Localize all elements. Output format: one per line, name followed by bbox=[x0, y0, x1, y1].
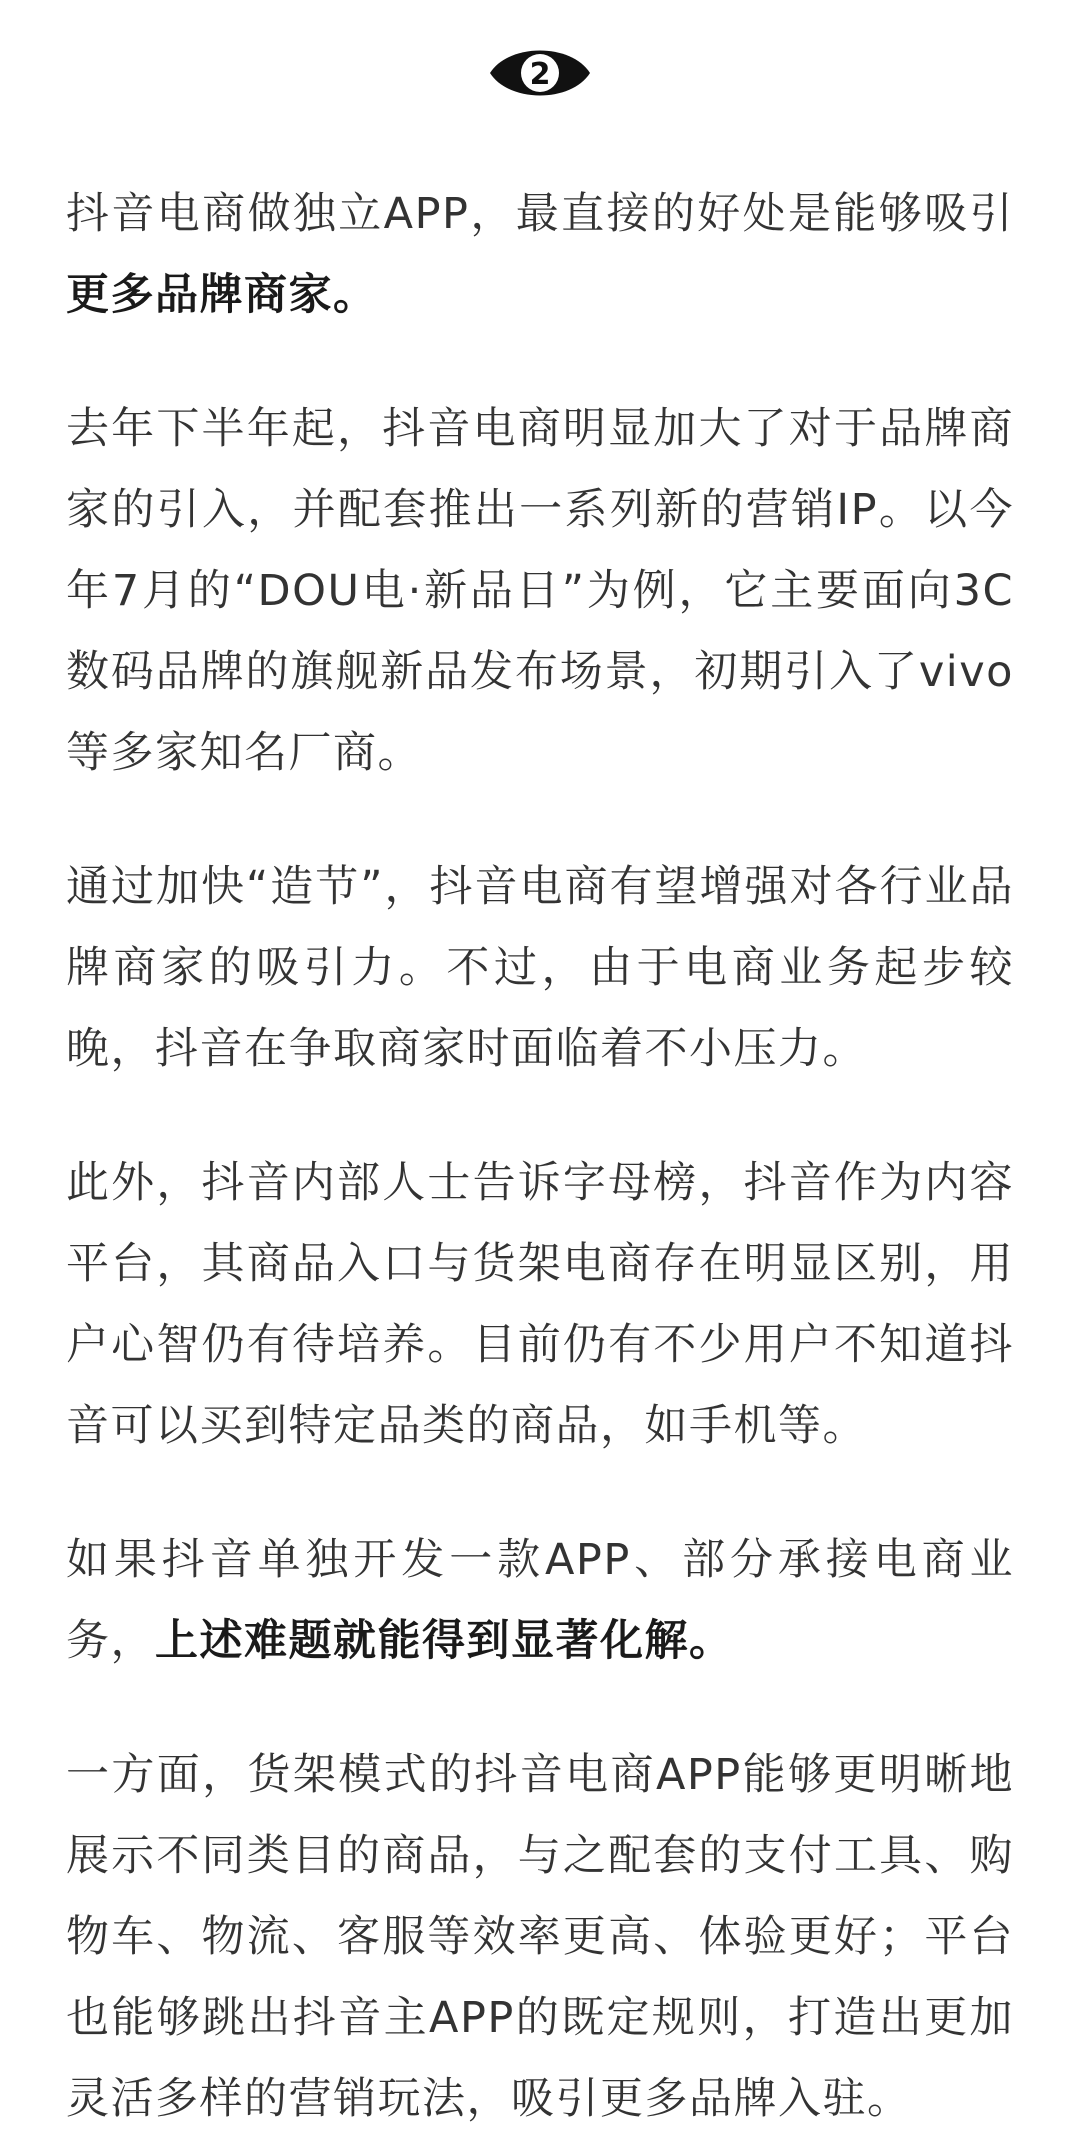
paragraph-5-bold: 上述难题就能得到显著化解。 bbox=[155, 1616, 734, 1666]
paragraph-5 bbox=[66, 1520, 1014, 1682]
paragraph-3 bbox=[66, 847, 1014, 1090]
paragraph-1 bbox=[66, 174, 1014, 336]
paragraph-4-text: 此外，抖音内部人士告诉字母榜，抖音作为内容平台，其商品入口与货架电商存在明显区别，用户心智仍有待培养。目前仍有不少用户不知道抖音可以买到特定品类的商品，如手机等。 bbox=[66, 1158, 1014, 1451]
paragraph-1-bold: 更多品牌商家。 bbox=[66, 270, 378, 320]
paragraph-6 bbox=[66, 1735, 1014, 2140]
paragraph-3-text: 通过加快“造节”，抖音电商有望增强对各行业品牌商家的吸引力。不过，由于电商业务起步较晚，抖音在争取商家时面临着不小压力。 bbox=[66, 862, 1014, 1074]
badge-number: 2 bbox=[529, 57, 551, 92]
paragraph-1-text: 抖音电商做独立APP，最直接的好处是能够吸引 bbox=[66, 189, 1014, 239]
paragraph-4 bbox=[66, 1143, 1014, 1467]
article-body bbox=[66, 174, 1014, 2140]
paragraph-6-text: 一方面，货架模式的抖音电商APP能够更明晰地展示不同类目的商品，与之配套的支付工具、购物车、物流、客服等效率更高、体验更好；平台也能够跳出抖音主APP的既定规则，打造出更加灵活多样的营销玩法，吸引更多品牌入驻。 bbox=[66, 1750, 1014, 2124]
paragraph-2-text: 去年下半年起，抖音电商明显加大了对于品牌商家的引入，并配套推出一系列新的营销IP。以今年7月的“DOU电·新品日”为例，它主要面向3C数码品牌的旗舰新品发布场景，初期引入了vivo等多家知名厂商。 bbox=[66, 404, 1014, 778]
paragraph-5-text: 如果抖音单独开发一款APP、部分承接电商业务， bbox=[66, 1535, 1014, 1666]
paragraph-2 bbox=[66, 389, 1014, 794]
eye-number-icon bbox=[487, 38, 593, 108]
